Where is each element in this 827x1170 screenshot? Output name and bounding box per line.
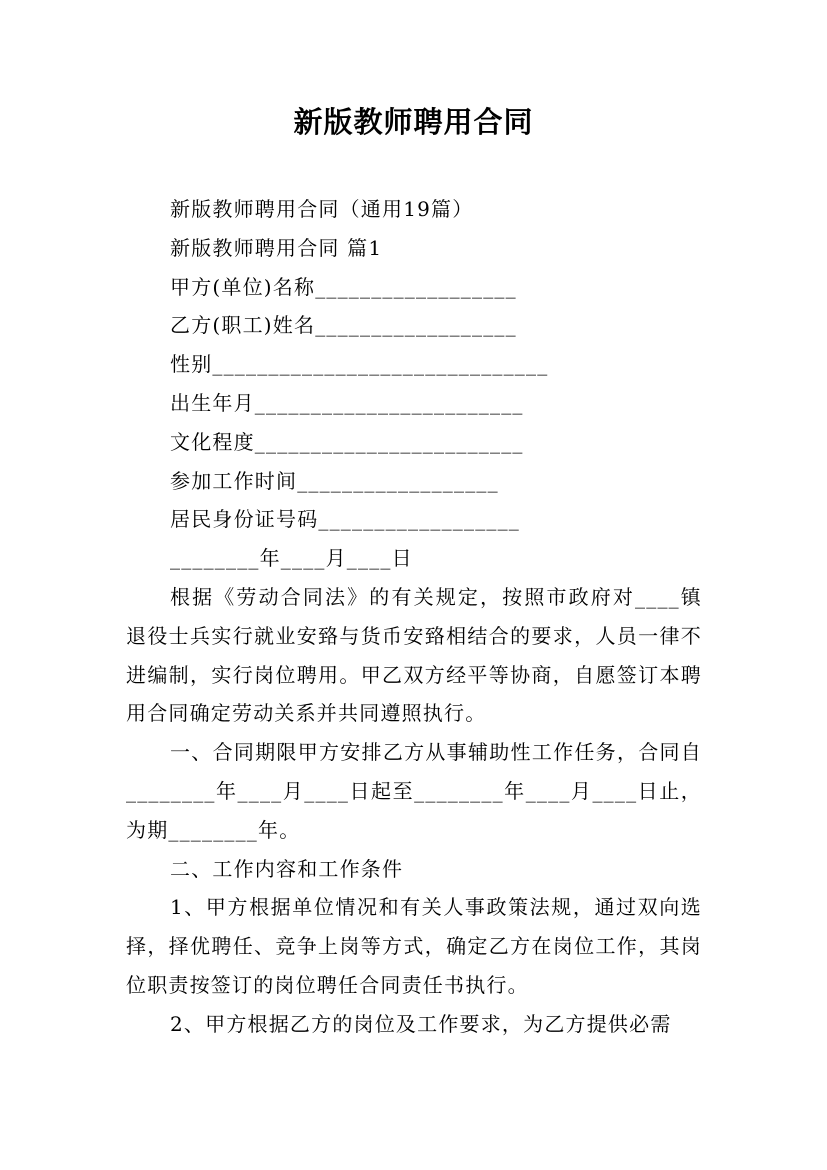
field-birth-date: 出生年月________________________ [170,390,524,415]
document-title: 新版教师聘用合同 [293,105,534,139]
heading-collection: 新版教师聘用合同（通用19篇） [170,197,474,221]
field-employer-name: 甲方(单位)名称__________________ [170,274,517,299]
field-id-number: 居民身份证号码__________________ [170,507,520,532]
paragraph-clause-2: 2、甲方根据乙方的岗位及工作要求，为乙方提供必需 [170,1011,672,1036]
field-work-start-date: 参加工作时间__________________ [170,468,499,493]
paragraph-preamble: 根据《劳动合同法》的有关规定，按照市政府对____镇退役士兵实行就业安臵与货币安臵相结合的要求，人员一律不进编制，实行岗位聘用。甲乙双方经平等协商，自愿签订本聘用合同确定劳动关系并共同遵照执行。 [126,584,702,726]
section-heading-work-content: 二、工作内容和工作条件 [170,856,404,881]
paragraph-clause-1: 1、甲方根据单位情况和有关人事政策法规，通过双向选择，择优聘任、竞争上岗等方式，确定乙方在岗位工作，其岗位职责按签订的岗位聘任合同责任书执行。 [126,895,702,997]
heading-part-1: 新版教师聘用合同 篇1 [170,235,383,260]
field-signing-date: ________年____月____日 [170,546,413,571]
paragraph-contract-term: 一、合同期限甲方安排乙方从事辅助性工作任务，合同自________年____月____日起至________年____月____日止，为期________年。 [126,740,702,842]
field-employee-name: 乙方(职工)姓名__________________ [170,313,517,338]
document-body [126,190,702,1044]
field-education: 文化程度________________________ [170,429,524,454]
field-gender: 性别______________________________ [170,352,549,377]
